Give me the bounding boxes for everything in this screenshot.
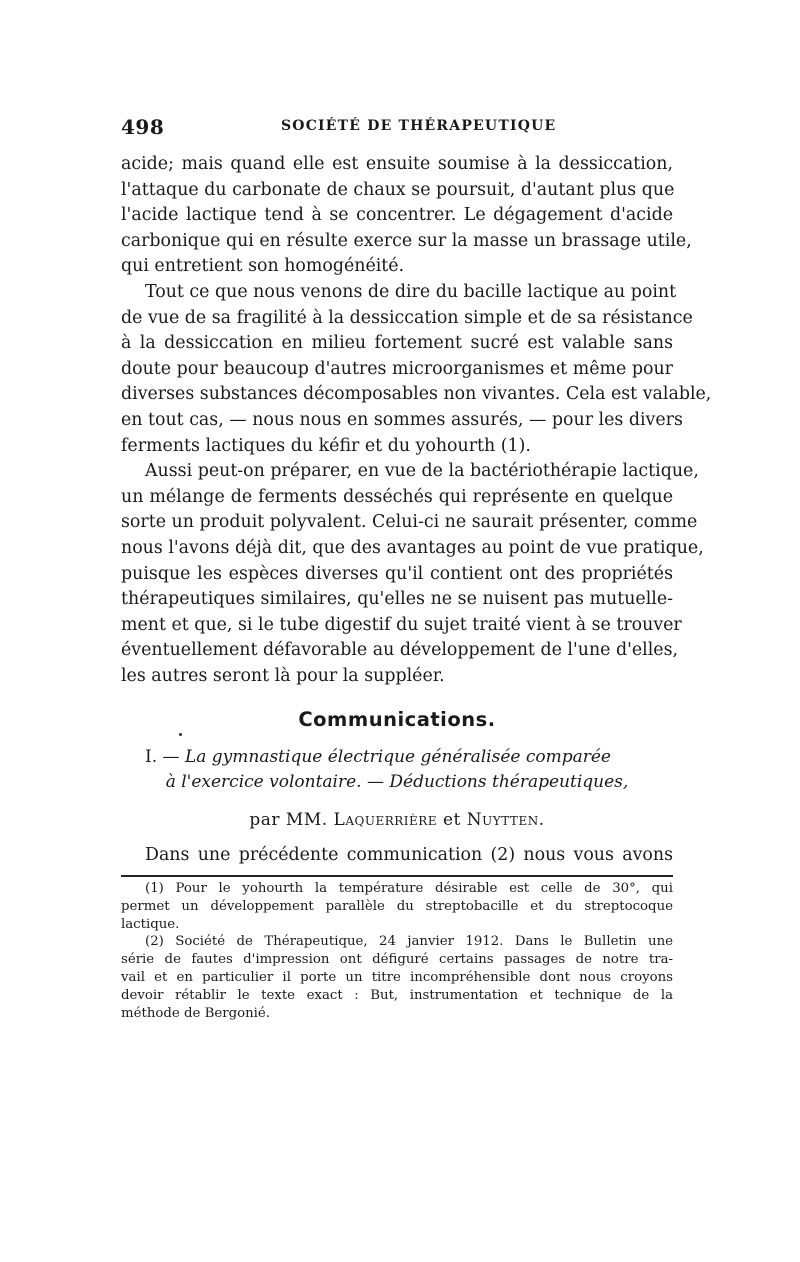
text-line: carbonique qui en résulte exerce sur la masse un brassage utile, <box>121 230 692 251</box>
body-text <box>121 152 712 689</box>
authors-prefix: par MM. <box>249 810 328 830</box>
footnote-line: permet un développement parallèle du streptobacille et du streptocoque <box>121 898 673 914</box>
communication-title-line1 <box>121 745 673 770</box>
authors-and: et <box>442 810 461 830</box>
authors-line <box>121 810 673 830</box>
text-line: sorte un produit polyvalent. Celui-ci ne saurait présenter, comme <box>121 512 698 533</box>
text-line: qui entretient son homogénéité. <box>121 256 405 277</box>
section-title: Communications. <box>298 708 496 731</box>
print-speck <box>179 733 182 736</box>
footnote-line: lactique. <box>121 916 180 932</box>
text-line: les autres seront là pour la suppléer. <box>121 665 445 686</box>
text-line: ment et que, si le tube digestif du sujet traité vient à se trouver <box>121 614 682 635</box>
running-title: SOCIÉTÉ DE THÉRAPEUTIQUE <box>281 118 557 134</box>
page-header <box>121 115 673 139</box>
communication-title-line2: à l'exercice volontaire. — Déductions thérapeutiques, <box>165 772 629 792</box>
footnotes <box>121 880 673 1022</box>
footnote-line: (1) Pour le yohourth la température désirable est celle de 30°, qui <box>145 881 673 896</box>
text-line: ferments lactiques du kéfir et du yohourth (1). <box>121 435 531 456</box>
footnote-line: (2) Société de Thérapeutique, 24 janvier 1912. Dans le Bulletin une <box>145 934 673 950</box>
text-line: à la dessiccation en milieu fortement sucré est valable sans <box>121 333 673 354</box>
continuation-line: Dans une précédente communication (2) nous vous avons <box>145 845 673 865</box>
author-nuytten: Nuytten. <box>466 810 545 830</box>
text-line: thérapeutiques similaires, qu'elles ne se nuisent pas mutuelle- <box>121 589 673 610</box>
text-line: Tout ce que nous venons de dire du bacille lactique au point <box>145 281 677 302</box>
text-line: puisque les espèces diverses qu'il contient ont des propriétés <box>121 563 673 584</box>
footnote-line: série de fautes d'impression ont défiguré certains passages de notre tra- <box>121 952 673 968</box>
text-line: Aussi peut-on préparer, en vue de la bactériothérapie lactique, <box>145 461 699 482</box>
communication-title <box>121 745 673 795</box>
text-line: l'attaque du carbonate de chaux se poursuit, d'autant plus que <box>121 179 675 200</box>
text-line: l'acide lactique tend à se concentrer. Le dégagement d'acide <box>121 205 673 226</box>
text-line: diverses substances décomposables non vivantes. Cela est valable, <box>121 384 712 405</box>
text-line: doute pour beaucoup d'autres microorganismes et même pour <box>121 358 673 379</box>
text-line: éventuellement défavorable au développement de l'une d'elles, <box>121 640 679 661</box>
footnote-line: devoir rétablir le texte exact : But, instrumentation et technique de la <box>121 987 673 1003</box>
footnote-line: méthode de Bergonié. <box>121 1005 271 1021</box>
text-line: de vue de sa fragilité à la dessiccation simple et de sa résistance <box>121 307 693 328</box>
footnote-line: vail et en particulier il porte un titre incompréhensible dont nous croyons <box>121 969 673 985</box>
text-line: en tout cas, — nous nous en sommes assurés, — pour les divers <box>121 409 683 430</box>
text-line: acide; mais quand elle est ensuite soumise à la dessiccation, <box>121 154 673 174</box>
footnote-rule <box>121 875 673 877</box>
item-number: I. — <box>145 747 180 767</box>
text-line: un mélange de ferments desséchés qui représente en quelque <box>121 486 673 507</box>
page-number: 498 <box>121 115 165 139</box>
author-laquerriere: Laquerrière <box>333 810 438 830</box>
text-line: nous l'avons déjà dit, que des avantages au point de vue pratique, <box>121 537 704 558</box>
title-part1: La gymnastique électrique généralisée comparée <box>184 747 611 767</box>
